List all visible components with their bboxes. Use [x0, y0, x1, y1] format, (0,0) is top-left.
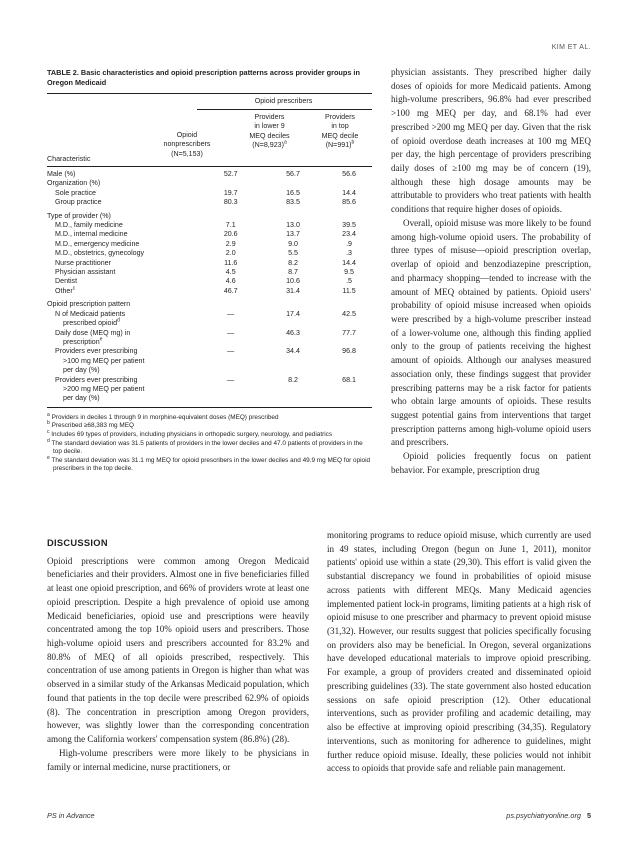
cell-v1: —: [227, 328, 235, 337]
cell-v1: 19.7: [223, 188, 238, 197]
cell-v1: 80.3: [223, 198, 238, 207]
table-row: [47, 240, 372, 249]
row-label: Sole practice: [55, 188, 97, 197]
cell-v2: 17.4: [286, 309, 300, 318]
cell-v2: 16.5: [286, 188, 300, 197]
cell-v1: 2.9: [225, 239, 236, 248]
cell-v2: 31.4: [286, 286, 300, 295]
table-row: [47, 198, 372, 207]
cell-v3: .5: [346, 277, 352, 286]
row-label: Dentist: [55, 277, 78, 286]
cell-v3: 56.6: [342, 170, 356, 178]
cell-v2: 56.7: [286, 170, 300, 178]
cell-v2: 83.5: [286, 198, 300, 207]
row-label: Organization (%): [47, 179, 101, 188]
cell-v1: —: [227, 375, 235, 384]
right-column-text: [391, 66, 591, 478]
table-row: [47, 170, 372, 179]
cell-v1: [202, 179, 260, 188]
table-bottom-rule: [47, 407, 372, 408]
cell-v3: 77.7: [342, 328, 356, 337]
paragraph: physician assistants. They prescribed higher daily doses of opioids for more Medicaid patients. Among high-volume prescribers, 96.8% had ever prescribed >100 mg MEQ per day, and 68.1% had ever prescribed >200 mg MEQ per day. Given that the risk of opioid overdose death increases at 100 mg MEQ per day, the high percentage of providers prescribing daily doses of ≥100 mg may be of concern (19), although these high dosage amounts may be attributable to providers who treat patients with health conditions that require higher doses of opioids.: [391, 67, 591, 215]
cell-v1: 7.1: [225, 221, 236, 230]
cell-v1: [202, 208, 260, 221]
table-row: [47, 376, 372, 404]
footnote: $^c$ Includes 69 types of providers, including physicians in orthopedic surgery, neurology, and pediatrics: [47, 428, 333, 438]
table-header: [47, 94, 372, 166]
header-group-rule: [197, 109, 372, 110]
table-header-rule: [47, 166, 372, 167]
table-row: [47, 230, 372, 239]
footnote: $^d$ The standard deviation was 31.5 patients of providers in the lower deciles and 47.0 patients of providers in the top decile.: [47, 437, 363, 456]
cell-v2: 8.2: [288, 258, 298, 267]
table-body: [47, 170, 372, 404]
footer-journal: PS in Advance: [47, 811, 95, 820]
row-label: Opioid prescription pattern: [47, 300, 131, 309]
cell-v3: 96.8: [342, 347, 356, 356]
table-row: [47, 249, 372, 258]
cell-v1: —: [227, 309, 235, 318]
cell-v1: 11.6: [224, 258, 238, 267]
running-head: KIM ET AL.: [551, 44, 591, 51]
table-row: [47, 310, 372, 329]
table-row: [47, 329, 372, 348]
row-label: Providers ever prescribing >100 mg MEQ per patient per day (%): [55, 347, 145, 375]
row-label: Daily dose (MEQ mg) in prescription$^e$: [55, 328, 131, 346]
cell-v3: .9: [346, 239, 352, 248]
cell-v3: [326, 296, 372, 309]
row-label: Group practice: [55, 198, 102, 207]
wide-column-text: [327, 529, 591, 776]
row-label: Male (%): [47, 170, 76, 178]
paragraph: monitoring programs to reduce opioid misuse, which currently are used in 49 states, including Oregon (begun on June 1, 2011), monitor patients' opioid use within a state (29,30). This effort is valid given the substantial discrepancy we found in probabilities of opioid misuse across patients with different MEQs. Many Medicaid agencies implemented patient lock-in programs, limiting patients at a high risk of opioid misuse to one prescriber and pharmacy to prevent opioid misuse (31,32). However, our results suggest that policies specifically focusing on providers also may be beneficial. In Oregon, several organizations have developed educational materials to improve opioid prescribing. For example, a group of providers created and disseminated opioid prescribing guidelines (33). The state government also hosted education sessions on safe opioid prescription (12). Other educational interventions, such as provider profiling and academic detailing, may also be effective at improving opioid prescribing (34,35). Regulatory interventions, such as monitoring for adherence to guidelines, might further reduce opioid misuse. Ideally, these policies would not inhibit access to opioids that provide safe and reliable pain management.: [327, 530, 591, 774]
cell-v2: 13.0: [286, 221, 300, 230]
table-row: [47, 189, 372, 198]
cell-v2: [260, 296, 326, 309]
table-row: [47, 179, 372, 188]
cell-v1: [202, 296, 260, 309]
row-label: M.D., family medicine: [55, 221, 123, 230]
cell-v3: 39.5: [342, 221, 356, 230]
cell-v1: 46.7: [223, 286, 238, 295]
row-label: N of Medicaid patients prescribed opioid$^d$: [55, 309, 126, 328]
row-label: Other$^c$: [55, 285, 76, 295]
cell-v1: 2.0: [225, 249, 236, 258]
footer-right: [506, 811, 591, 820]
paragraph: High-volume prescribers were more likely to be physicians in family or internal medicine, nurse practitioners, or: [47, 747, 309, 772]
cell-v3: 9.5: [344, 268, 354, 277]
cell-v2: 10.6: [286, 277, 300, 286]
cell-v3: 14.4: [342, 188, 356, 197]
table-row: [47, 296, 372, 309]
section-heading-discussion: DISCUSSION: [47, 538, 108, 548]
header-group-opioid-prescribers: Opioid prescribers: [254, 97, 313, 105]
footnote: $^b$ Prescribed ≥68,383 mg MEQ: [47, 420, 134, 430]
cell-v3: 68.1: [342, 375, 356, 384]
header-col-lower-deciles: Providers in lower 9 MEQ deciles (N=8,923)$^a$: [249, 113, 290, 150]
table-caption: TABLE 2. Basic characteristics and opioid prescription patterns across provider groups in Oregon Medicaid: [47, 68, 360, 87]
footnote: $^e$ The standard deviation was 31.1 mg MEQ for opioid prescribers in the lower deciles and 49.9 mg MEQ for opioid prescribers in the top decile.: [47, 454, 371, 473]
table-row: [47, 221, 372, 230]
cell-v3: 23.4: [342, 230, 356, 239]
row-label: M.D., obstetrics, gynecology: [55, 249, 145, 258]
table-row: [47, 287, 372, 296]
cell-v1: 20.6: [223, 230, 238, 239]
paragraph: Overall, opioid misuse was more likely to be found among high-volume opioid users. The probability of three types of misuse—opioid prescription overlap, overlap of opioid and benzodiazepine prescription, and pharmacy shopping—tended to increase with the amount of MEQ obtained by patients. Opioid users' probability of opioid misuse increased when opioids were prescribed by a high-volume prescriber instead of a lower-volume one, although this finding applied only to the group of patients receiving the highest amount of opioids. Although our analyses measured association only, these findings suggest that provider prescribing patterns may be a risk factor for patients who obtain large amounts of opioids. These results suggest potential gains from interventions that target prescription patterns among high-volume opioid users and prescribers.: [391, 217, 591, 448]
table-row: [47, 259, 372, 268]
footer-url-link[interactable]: ps.psychiatryonline.org: [506, 811, 581, 820]
cell-v3: .3: [346, 249, 352, 258]
row-label: Nurse practitioner: [55, 258, 111, 267]
cell-v2: 46.3: [286, 328, 300, 337]
table-row: [47, 208, 372, 221]
cell-v1: —: [227, 347, 235, 356]
table-row: [47, 347, 372, 375]
table-row: [47, 268, 372, 277]
table-row: [47, 277, 372, 286]
header-col-top-decile: Providers in top MEQ decile (N=991)$^b$: [321, 113, 359, 150]
cell-v2: 9.0: [288, 239, 298, 248]
row-label: Providers ever prescribing >200 mg MEQ per patient per day (%): [55, 375, 145, 403]
header-characteristic: Characteristic: [47, 155, 91, 163]
cell-v1: 4.5: [225, 268, 236, 277]
cell-v1: 4.6: [225, 277, 236, 286]
page-number: 5: [586, 811, 591, 820]
paragraph: Opioid policies frequently focus on patient behavior. For example, prescription drug: [391, 451, 591, 475]
row-label: Type of provider (%): [47, 211, 111, 220]
row-label: M.D., internal medicine: [55, 230, 128, 239]
cell-v2: 8.7: [288, 268, 298, 277]
cell-v2: 5.5: [288, 249, 298, 258]
footnote: $^a$ Providers in deciles 1 through 9 in morphine-equivalent doses (MEQ) prescribed: [47, 411, 279, 421]
cell-v1: 52.7: [223, 170, 238, 178]
row-label: Physician assistant: [55, 268, 116, 277]
header-col-nonprescribers: Opioid nonprescribers (N=5,153): [163, 131, 211, 158]
cell-v3: 14.4: [342, 258, 356, 267]
cell-v2: [260, 208, 326, 221]
cell-v3: [326, 208, 372, 221]
row-label: M.D., emergency medicine: [55, 239, 140, 248]
paragraph: Opioid prescriptions were common among Oregon Medicaid beneficiaries and their providers. Almost one in five beneficiaries filled at least one opioid prescription, and 66% of providers wrote at least one opioid prescription. Despite a high prevalence of opioid use among Medicaid beneficiaries, opioid use and prescriptions were heavily concentrated among the top 10% opioid users and prescribers. Those high-volume opioid users and prescribers accounted for 83.2% and 80.8% of MEQ of all opioids prescribed, respectively. This concentration of use among patients in Oregon is higher than what was observed in a similar study of the Arkansas Medicaid population, which found that patients in the top decile were prescribed 62.9% of opioids (8). The concentration in prescription among Oregon providers, however, was slightly lower than the corresponding concentration among the California workers' compensation system (86.8%) (28).: [47, 555, 309, 745]
cell-v3: 42.5: [342, 309, 356, 318]
cell-v2: 34.4: [286, 347, 300, 356]
cell-v3: 85.6: [342, 198, 356, 207]
cell-v2: 13.7: [286, 230, 300, 239]
cell-v3: 11.5: [342, 286, 356, 295]
table-2: [47, 68, 372, 474]
cell-v2: 8.2: [288, 375, 298, 384]
table-footnotes: [47, 411, 372, 474]
cell-v2: [260, 179, 326, 188]
left-column-text: [47, 537, 309, 774]
cell-v3: [326, 179, 372, 188]
